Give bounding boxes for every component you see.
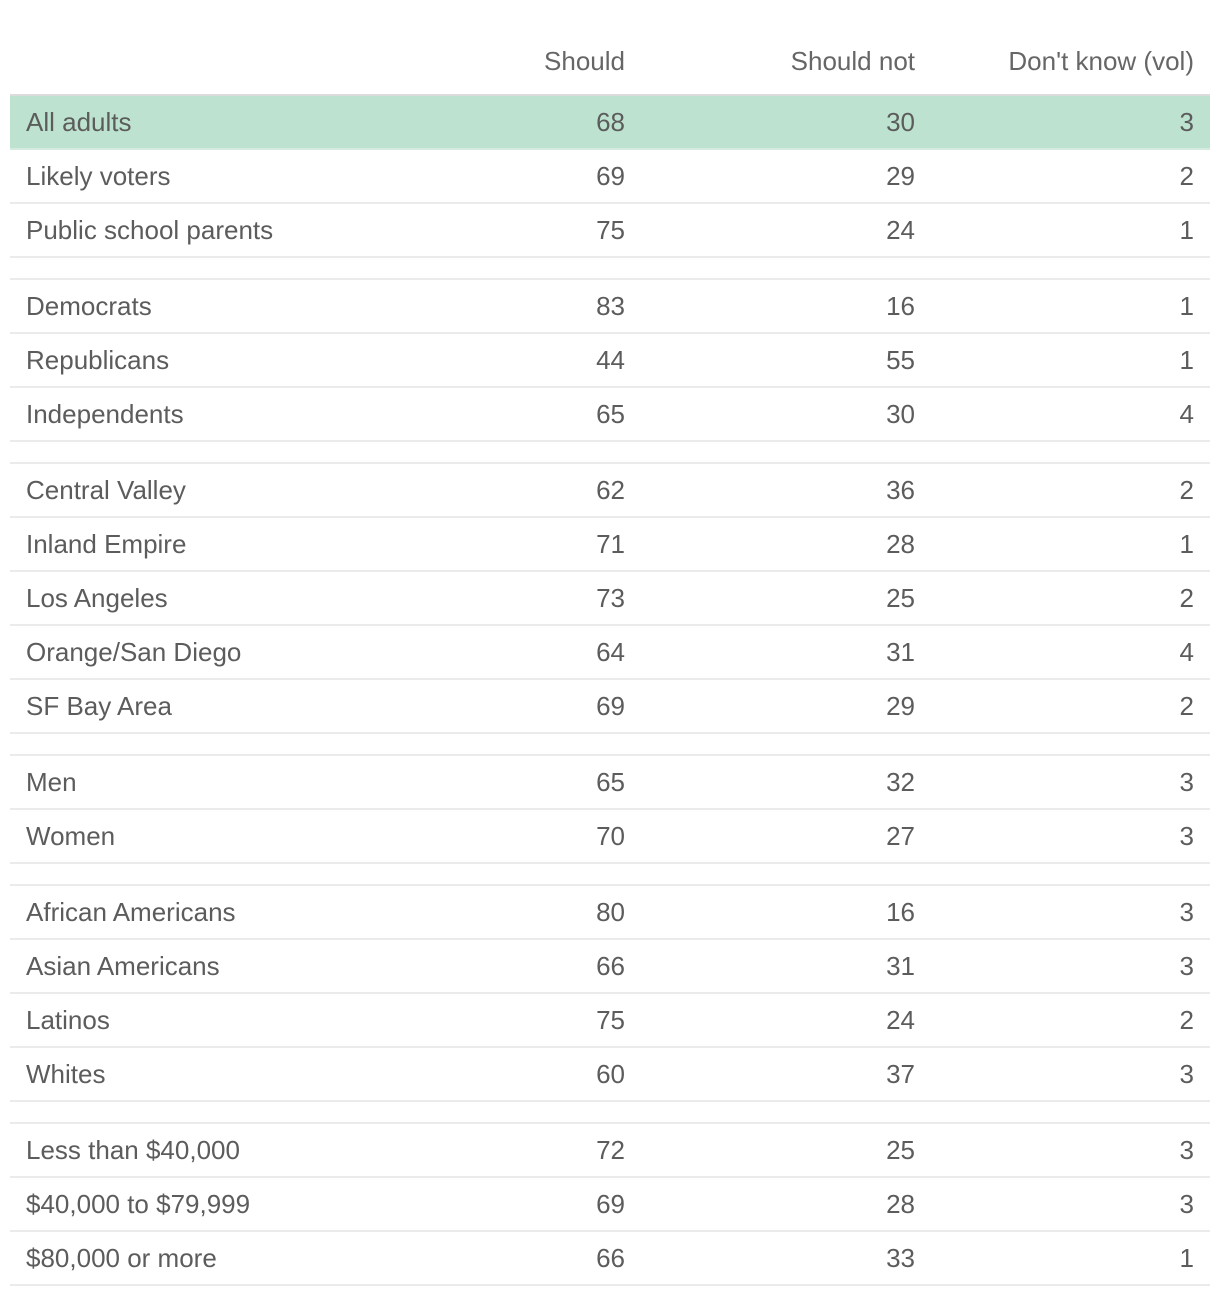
row-label: Orange/San Diego xyxy=(26,637,242,667)
cell-dont-know: 1 xyxy=(1179,529,1194,559)
table-row xyxy=(10,626,1210,680)
column-header-should-not: Should not xyxy=(790,46,915,76)
table-row xyxy=(10,388,1210,442)
cell-dont-know: 4 xyxy=(1179,637,1194,667)
row-label: Likely voters xyxy=(26,161,171,191)
cell-should: 62 xyxy=(596,475,625,505)
cell-dont-know: 1 xyxy=(1179,215,1194,245)
row-label: Public school parents xyxy=(26,215,274,245)
row-label: Los Angeles xyxy=(26,583,168,613)
cell-should-not: 30 xyxy=(886,107,915,137)
table-row xyxy=(10,464,1210,518)
row-label: SF Bay Area xyxy=(26,691,172,721)
cell-should: 66 xyxy=(596,1243,625,1273)
row-label: $40,000 to $79,999 xyxy=(26,1189,251,1219)
cell-should-not: 29 xyxy=(886,691,915,721)
cell-should-not: 27 xyxy=(886,821,915,851)
group-separator xyxy=(10,864,1210,886)
row-label: Less than $40,000 xyxy=(26,1135,240,1165)
cell-should: 66 xyxy=(596,951,625,981)
cell-should-not: 29 xyxy=(886,161,915,191)
cell-dont-know: 2 xyxy=(1179,475,1194,505)
table-row xyxy=(10,1232,1210,1286)
table-row xyxy=(10,756,1210,810)
cell-should-not: 16 xyxy=(886,897,915,927)
cell-should-not: 33 xyxy=(886,1243,915,1273)
cell-should: 69 xyxy=(596,691,625,721)
table-row xyxy=(10,1048,1210,1102)
column-header-dont-know: Don't know (vol) xyxy=(1008,46,1194,76)
cell-should-not: 25 xyxy=(886,583,915,613)
row-label: Latinos xyxy=(26,1005,110,1035)
cell-should: 72 xyxy=(596,1135,625,1165)
row-label: Democrats xyxy=(26,291,152,321)
cell-dont-know: 3 xyxy=(1179,1189,1194,1219)
table-header xyxy=(10,0,1210,96)
table-row xyxy=(10,1178,1210,1232)
cell-should-not: 32 xyxy=(886,767,915,797)
row-label: $80,000 or more xyxy=(26,1243,217,1273)
cell-dont-know: 3 xyxy=(1179,951,1194,981)
cell-should: 65 xyxy=(596,767,625,797)
cell-should: 44 xyxy=(596,345,625,375)
table-row xyxy=(10,150,1210,204)
table-row xyxy=(10,204,1210,258)
table-body xyxy=(10,96,1210,1286)
table-row xyxy=(10,886,1210,940)
row-label: Whites xyxy=(26,1059,106,1089)
group-separator xyxy=(10,1102,1210,1124)
table-row xyxy=(10,572,1210,626)
cell-should-not: 31 xyxy=(886,951,915,981)
row-label: All adults xyxy=(26,107,132,137)
column-header-should: Should xyxy=(544,46,625,76)
cell-dont-know: 3 xyxy=(1179,1135,1194,1165)
cell-should: 68 xyxy=(596,107,625,137)
cell-should: 75 xyxy=(596,1005,625,1035)
cell-should: 73 xyxy=(596,583,625,613)
cell-dont-know: 2 xyxy=(1179,161,1194,191)
cell-should: 69 xyxy=(596,1189,625,1219)
cell-dont-know: 2 xyxy=(1179,583,1194,613)
cell-dont-know: 1 xyxy=(1179,291,1194,321)
table-row xyxy=(10,680,1210,734)
cell-dont-know: 2 xyxy=(1179,691,1194,721)
cell-should: 80 xyxy=(596,897,625,927)
row-label: Inland Empire xyxy=(26,529,187,559)
cell-dont-know: 2 xyxy=(1179,1005,1194,1035)
cell-should-not: 24 xyxy=(886,1005,915,1035)
row-label: Republicans xyxy=(26,345,170,375)
cell-should: 65 xyxy=(596,399,625,429)
cell-should-not: 28 xyxy=(886,529,915,559)
cell-dont-know: 4 xyxy=(1179,399,1194,429)
table-row xyxy=(10,994,1210,1048)
table-row xyxy=(10,96,1210,150)
table-row xyxy=(10,810,1210,864)
cell-should-not: 28 xyxy=(886,1189,915,1219)
cell-dont-know: 3 xyxy=(1179,107,1194,137)
row-label: African Americans xyxy=(26,897,236,927)
cell-should-not: 36 xyxy=(886,475,915,505)
results-table xyxy=(10,0,1210,1286)
table-row xyxy=(10,1124,1210,1178)
row-label: Central Valley xyxy=(26,475,186,505)
row-label: Women xyxy=(26,821,116,851)
cell-dont-know: 1 xyxy=(1179,1243,1194,1273)
group-separator xyxy=(10,258,1210,280)
cell-should-not: 55 xyxy=(886,345,915,375)
table-row xyxy=(10,518,1210,572)
cell-should: 70 xyxy=(596,821,625,851)
cell-dont-know: 3 xyxy=(1179,1059,1194,1089)
cell-dont-know: 1 xyxy=(1179,345,1194,375)
row-label: Independents xyxy=(26,399,184,429)
row-label: Asian Americans xyxy=(26,951,220,981)
cell-should-not: 30 xyxy=(886,399,915,429)
cell-should: 71 xyxy=(596,529,625,559)
table-row xyxy=(10,940,1210,994)
cell-dont-know: 3 xyxy=(1179,821,1194,851)
table-row xyxy=(10,334,1210,388)
cell-should: 69 xyxy=(596,161,625,191)
cell-should: 64 xyxy=(596,637,625,667)
group-separator xyxy=(10,734,1210,756)
row-label: Men xyxy=(26,767,77,797)
cell-dont-know: 3 xyxy=(1179,897,1194,927)
cell-should-not: 31 xyxy=(886,637,915,667)
cell-dont-know: 3 xyxy=(1179,767,1194,797)
cell-should-not: 37 xyxy=(886,1059,915,1089)
cell-should: 60 xyxy=(596,1059,625,1089)
group-separator xyxy=(10,442,1210,464)
cell-should-not: 16 xyxy=(886,291,915,321)
cell-should-not: 24 xyxy=(886,215,915,245)
cell-should-not: 25 xyxy=(886,1135,915,1165)
cell-should: 83 xyxy=(596,291,625,321)
cell-should: 75 xyxy=(596,215,625,245)
table-row xyxy=(10,280,1210,334)
